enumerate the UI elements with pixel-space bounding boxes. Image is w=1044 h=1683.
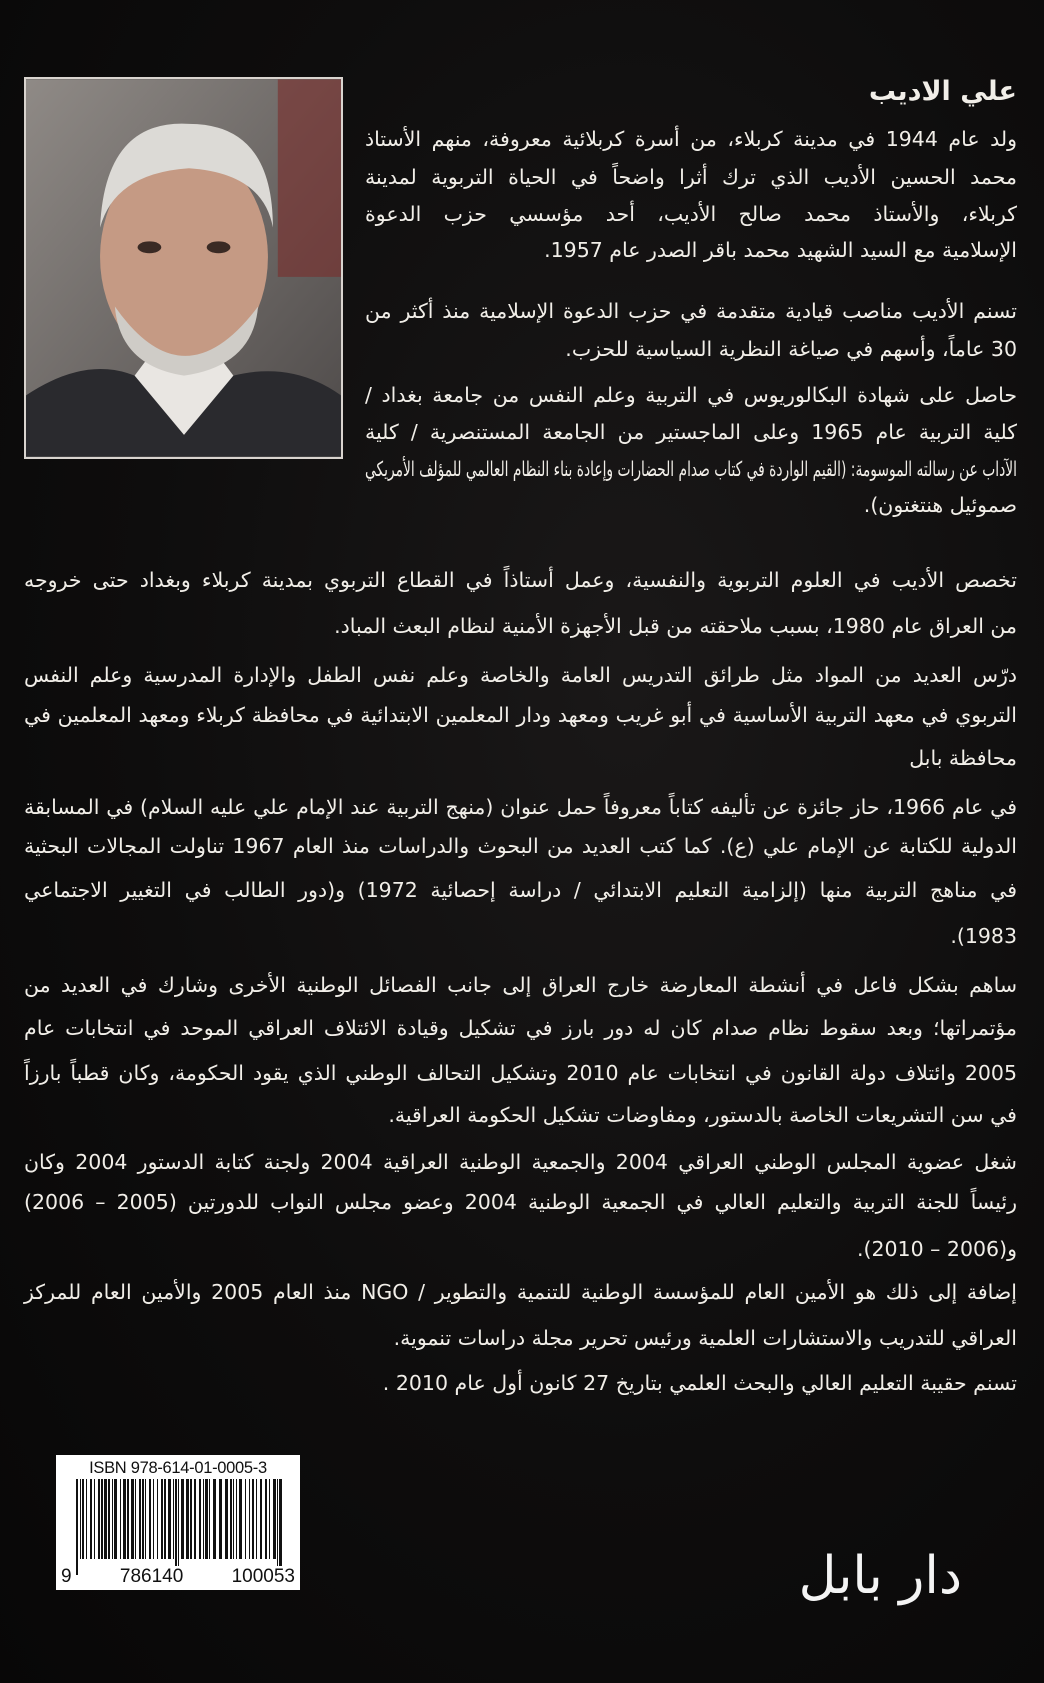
barcode-bar (164, 1479, 166, 1559)
biography-line: من العراق عام 1980، بسبب ملاحقته من قبل الأجهزة الأمنية لنظام البعث المباد. (334, 613, 1017, 638)
author-portrait-image (26, 79, 341, 457)
barcode-bar (104, 1479, 107, 1559)
biography-line: كربلاء، والأستاذ محمد صالح الأديب، أحد مؤسسي حزب الدعوة (365, 201, 1017, 226)
barcode-digit-group: 9 (61, 1566, 72, 1587)
barcode-bar (203, 1479, 204, 1559)
barcode-bar (256, 1479, 257, 1559)
biography-line: و(2006 – 2010). (856, 1236, 1017, 1261)
biography-line: العراقي للتدريب والاستشارات العلمية ورئيس تحرير مجلة دراسات تنموية. (393, 1326, 1017, 1351)
barcode-bar (175, 1479, 177, 1575)
barcode-bar (225, 1479, 228, 1559)
barcode-bar (219, 1479, 222, 1559)
barcode-bar (245, 1479, 246, 1559)
biography-line: مؤتمراتها؛ وبعد سقوط نظام صدام كان له دور بارز في تشكيل وقيادة الائتلاف العراقي الموحد في انتخابات عام (24, 1015, 1017, 1040)
barcode-bar (186, 1479, 189, 1559)
barcode-bar (265, 1479, 267, 1559)
biography-line: شغل عضوية المجلس الوطني العراقي 2004 والجمعية الوطنية العراقية 2004 ولجنة كتابة الدستور 2004 وكان (24, 1150, 1017, 1175)
barcode-bar (90, 1479, 92, 1559)
biography-line: في عام 1966، حاز جائزة عن تأليفه كتاباً معروفاً حمل عنوان (منهج التربية عند الإمام علي عليه السلام) في المسابقة (24, 794, 1017, 819)
barcode-bar (213, 1479, 216, 1559)
biography-line: حاصل على شهادة البكالوريوس في التربية وعلم النفس من جامعة بغداد / (365, 382, 1017, 407)
biography-line: تسنم الأديب مناصب قيادية متقدمة في حزب الدعوة الإسلامية منذ أكثر من (365, 299, 1017, 324)
isbn-barcode (56, 1455, 300, 1590)
barcode-bar (127, 1479, 129, 1559)
biography-line: تخصص الأديب في العلوم التربوية والنفسية، وعمل أستاذاً في القطاع التربوي بمدينة كربلاء وبغداد حتى خروجه (24, 568, 1017, 593)
barcode-bar (76, 1479, 78, 1575)
biography-line: إضافة إلى ذلك هو الأمين العام للمؤسسة الوطنية للتنمية والتطوير / NGO منذ العام 2005 والأمين العام للمركز (24, 1279, 1017, 1304)
barcode-bar (101, 1479, 103, 1559)
barcode-bar (277, 1479, 278, 1575)
barcode-bar (142, 1479, 144, 1559)
author-photo (24, 77, 343, 459)
barcode-bar (112, 1479, 113, 1559)
barcode-bar (205, 1479, 208, 1559)
barcode-bar (236, 1479, 237, 1559)
biography-line: محافظة بابل (909, 745, 1017, 770)
barcode-bar (181, 1479, 184, 1559)
isbn-number: ISBN 978-614-01-0005-3 (89, 1459, 267, 1477)
publisher-logo: دار بابل (798, 1546, 962, 1606)
barcode-bar (269, 1479, 270, 1559)
barcode-bar (239, 1479, 242, 1559)
barcode-bar (131, 1479, 134, 1559)
author-name: علي الاديب (868, 76, 1017, 107)
barcode-bar (120, 1479, 121, 1559)
barcode-bar (194, 1479, 196, 1559)
biography-line: الآداب عن رسالته الموسومة: (القيم الواردة في كتاب صدام الحضارات وإعادة بناء النظام العالمي للمؤلف الأمريكي (365, 456, 1017, 481)
barcode-bar (252, 1479, 254, 1559)
barcode-bar (135, 1479, 136, 1559)
barcode-bar (233, 1479, 234, 1559)
biography-line: 2005 وائتلاف دولة القانون في انتخابات عام 2010 وتشكيل التحالف الوطني الذي يقود الحكومة، وكان قطباً بارزاً (24, 1061, 1017, 1085)
barcode-bar (178, 1479, 179, 1575)
biography-line: درّس العديد من المواد مثل طرائق التدريس العامة والخاصة وعلم نفس الطفل والإدارة المدرسية وعلم النفس (24, 662, 1017, 687)
biography-line: صموئيل هنتغتون). (863, 493, 1017, 518)
barcode-bar (108, 1479, 110, 1559)
barcode-bar (86, 1479, 87, 1559)
barcode-bar (168, 1479, 171, 1559)
barcode-bar (149, 1479, 151, 1559)
barcode-bar (153, 1479, 154, 1559)
barcode-bar (199, 1479, 201, 1559)
barcode-bar (273, 1479, 276, 1559)
biography-line: 1983). (950, 923, 1017, 948)
biography-line: تسنم حقيبة التعليم العالي والبحث العلمي بتاريخ 27 كانون أول عام 2010 . (382, 1371, 1017, 1396)
barcode-bar (139, 1479, 141, 1559)
barcode-digit-group: 100053 (231, 1566, 295, 1587)
biography-line: محمد الحسين الأديب الذي ترك أثرا واضحاً في الحياة التربوية لمدينة (365, 165, 1017, 190)
barcode-bar (82, 1479, 84, 1559)
biography-line: في سن التشريعات الخاصة بالدستور، ومفاوضات تشكيل الحكومة العراقية. (388, 1102, 1017, 1127)
biography-line: الدولية للكتابة عن الإمام علي (ع). كما كتب العديد من البحوث والدراسات منذ العام 1967 تناولت المجالات البحثية (24, 833, 1018, 858)
barcode-bar (80, 1479, 81, 1559)
biography-line: التربوي في معهد التربية الأساسية في أبو غريب ومعهد ودار المعلمين الابتدائية في محافظة كربلاء ومعهد المعلمين في (24, 702, 1017, 727)
biography-line: الإسلامية مع السيد الشهيد محمد باقر الصدر عام 1957. (544, 238, 1017, 262)
biography-line: 30 عاماً، وأسهم في صياغة النظرية السياسية للحزب. (565, 336, 1017, 361)
barcode-bar (114, 1479, 117, 1559)
barcode-digits (60, 1566, 296, 1588)
barcode-bar (123, 1479, 126, 1559)
barcode-bar (157, 1479, 158, 1559)
barcode-bar (161, 1479, 163, 1559)
barcode-digit-group: 786140 (119, 1566, 184, 1587)
biography-line: كلية التربية عام 1965 وعلى الماجستير من الجامعة المستنصرية / كلية (365, 420, 1017, 445)
barcode-bars (62, 1479, 294, 1563)
barcode-bar (145, 1479, 146, 1559)
barcode-bar (209, 1479, 210, 1559)
barcode-bar (260, 1479, 262, 1559)
barcode-bar (98, 1479, 100, 1559)
barcode-bar (279, 1479, 282, 1575)
barcode-bar (230, 1479, 232, 1559)
biography-line: ساهم بشكل فاعل في أنشطة المعارضة خارج العراق إلى جانب الفصائل الوطنية الأخرى وشارك في العديد من (24, 973, 1017, 997)
biography-line: رئيساً للجنة التربية والتعليم العالي في الجمعية الوطنية 2004 وعضو مجلس النواب للدورتين (2005 – 2006) (24, 1189, 1017, 1214)
barcode-bar (173, 1479, 174, 1559)
biography-line: ولد عام 1944 في مدينة كربلاء، من أسرة كربلائية معروفة، منهم الأستاذ (365, 127, 1018, 152)
biography-line: في مناهج التربية منها (إلزامية التعليم الابتدائي / دراسة إحصائية 1972) و(دور الطالب في التغيير الاجتماعي (24, 877, 1017, 902)
barcode-bar (249, 1479, 250, 1559)
barcode-bar (94, 1479, 95, 1559)
barcode-bar (190, 1479, 192, 1559)
